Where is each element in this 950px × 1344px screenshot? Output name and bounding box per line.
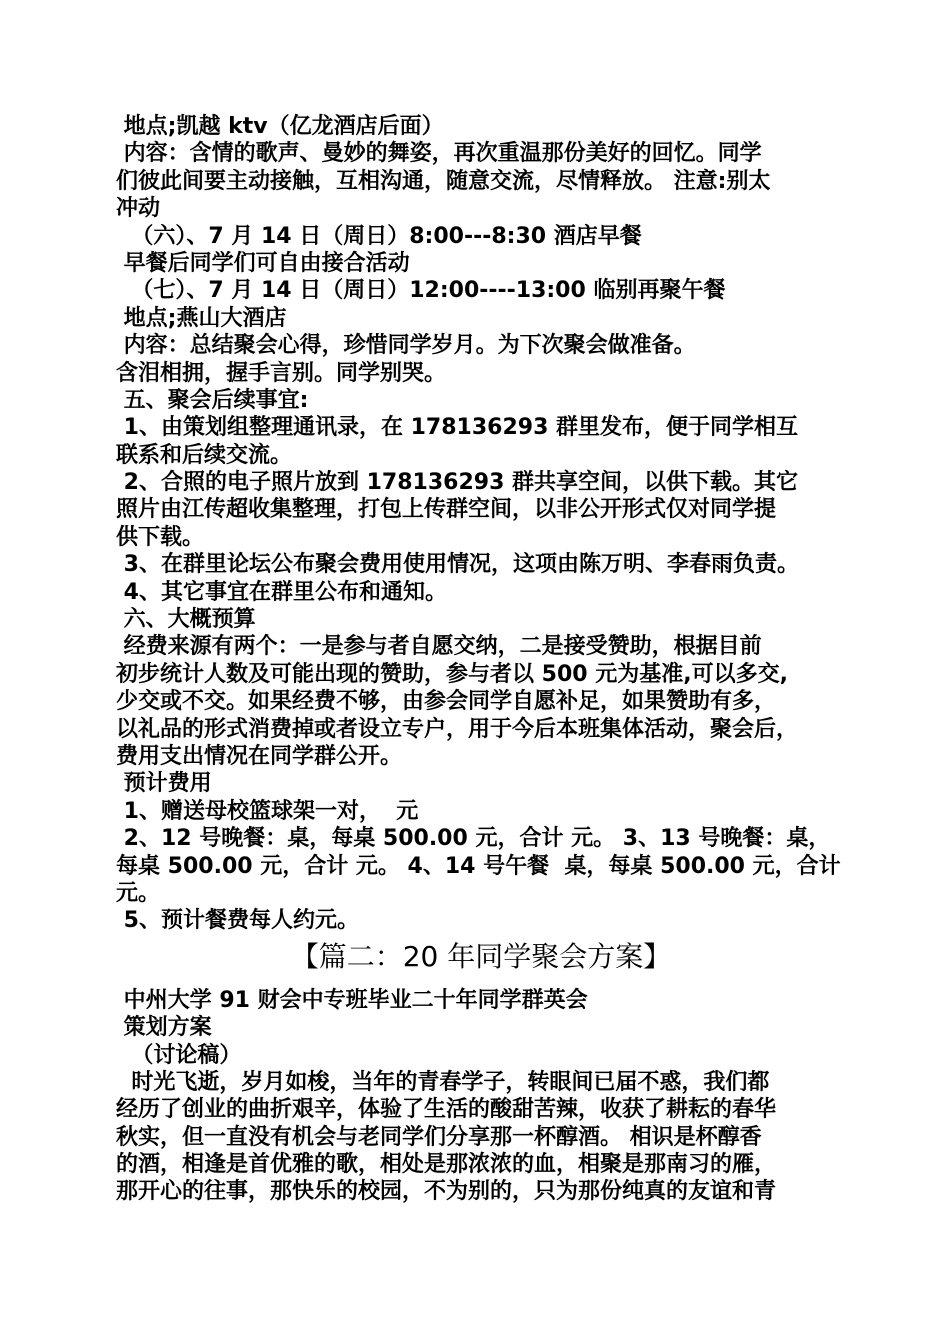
text-line: 六、大概预算: [116, 607, 256, 633]
section-2-heading: 【篇二：20 年同学聚会方案】: [290, 939, 672, 973]
text-line: 联系和后续交流。: [116, 442, 293, 468]
text-line: 每桌 500.00 元，合计 元。 4、14 号午餐 桌，每桌 500.00 元，合计: [116, 853, 841, 879]
text-line: 照片由江传超收集整理，打包上传群空间，以非公开形式仅对同学提: [116, 497, 777, 523]
text-line: 早餐后同学们可自由接合活动: [116, 250, 410, 276]
text-line: 经费来源有两个：一是参与者自愿交纳，二是接受赞助，根据目前: [116, 634, 762, 660]
text-line: 经历了创业的曲折艰辛，体验了生活的酸甜苦辣，收获了耕耘的春华: [116, 1097, 777, 1123]
text-line: 元。: [116, 880, 161, 906]
text-line: 初步统计人数及可能出现的赞助，参与者以 500 元为基准,可以多交,: [116, 661, 788, 687]
text-line: 内容：含情的歌声、曼妙的舞姿，再次重温那份美好的回忆。同学: [116, 141, 762, 167]
text-line: 时光飞逝，岁月如梭，当年的青春学子，转眼间已届不惑，我们都: [116, 1069, 770, 1095]
text-line: 预计费用: [116, 771, 212, 797]
text-line: （六）、7 月 14 日（周日）8:00---8:30 酒店早餐: [116, 223, 642, 249]
text-line: （讨论稿）: [116, 1042, 242, 1068]
section-2-text: [116, 987, 846, 1206]
text-line: 冲动: [116, 196, 161, 222]
text-line: 供下载。: [116, 524, 205, 550]
document-body: [116, 113, 846, 1206]
text-line: （七）、7 月 14 日（周日）12:00----13:00 临别再聚午餐: [116, 278, 726, 304]
text-line: 策划方案: [116, 1015, 212, 1041]
text-line: 1、由策划组整理通讯录，在 178136293 群里发布，便于同学相互: [116, 415, 799, 441]
text-line: 地点;燕山大酒店: [116, 305, 287, 331]
text-line: 少交或不交。如果经费不够，由参会同学自愿补足，如果赞助有多，: [116, 689, 777, 715]
text-line: 含泪相拥，握手言别。同学别哭。: [116, 360, 447, 386]
text-line: 2、12 号晚餐：桌，每桌 500.00 元，合计 元。 3、13 号晚餐：桌，: [116, 826, 831, 852]
text-line: 的酒，相逢是首优雅的歌，相处是那浓浓的血，相聚是那南习的雁，: [116, 1152, 777, 1178]
text-line: 五、聚会后续事宜:: [116, 387, 309, 413]
text-line: 以礼品的形式消费掉或者设立专户，用于今后本班集体活动，聚会后，: [116, 716, 799, 742]
text-line: 中州大学 91 财会中专班毕业二十年同学群英会: [116, 987, 588, 1013]
text-line: 内容：总结聚会心得，珍惜同学岁月。为下次聚会做准备。: [116, 333, 696, 359]
text-line: 费用支出情况在同学群公开。: [116, 743, 403, 769]
text-line: 秋实，但一直没有机会与老同学们分享那一杯醇酒。 相识是杯醇香: [116, 1124, 762, 1150]
text-line: 4、其它事宜在群里公布和通知。: [116, 579, 447, 605]
text-line: 地点;凯越 ktv（亿龙酒店后面）: [116, 114, 444, 139]
text-line: 们彼此间要主动接触，互相沟通，随意交流，尽情释放。 注意:别太: [116, 168, 771, 194]
text-line: 那开心的往事，那快乐的校园，不为别的，只为那份纯真的友谊和青: [116, 1179, 777, 1205]
text-line: 2、合照的电子照片放到 178136293 群共享空间，以供下载。其它: [116, 470, 799, 496]
text-line: 5、预计餐费每人约元。: [116, 908, 359, 934]
text-line: 3、在群里论坛公布聚会费用使用情况，这项由陈万明、李春雨负责。: [116, 552, 799, 578]
section-1-text: [116, 113, 846, 935]
text-line: 1、赠送母校篮球架一对， 元: [116, 798, 419, 824]
